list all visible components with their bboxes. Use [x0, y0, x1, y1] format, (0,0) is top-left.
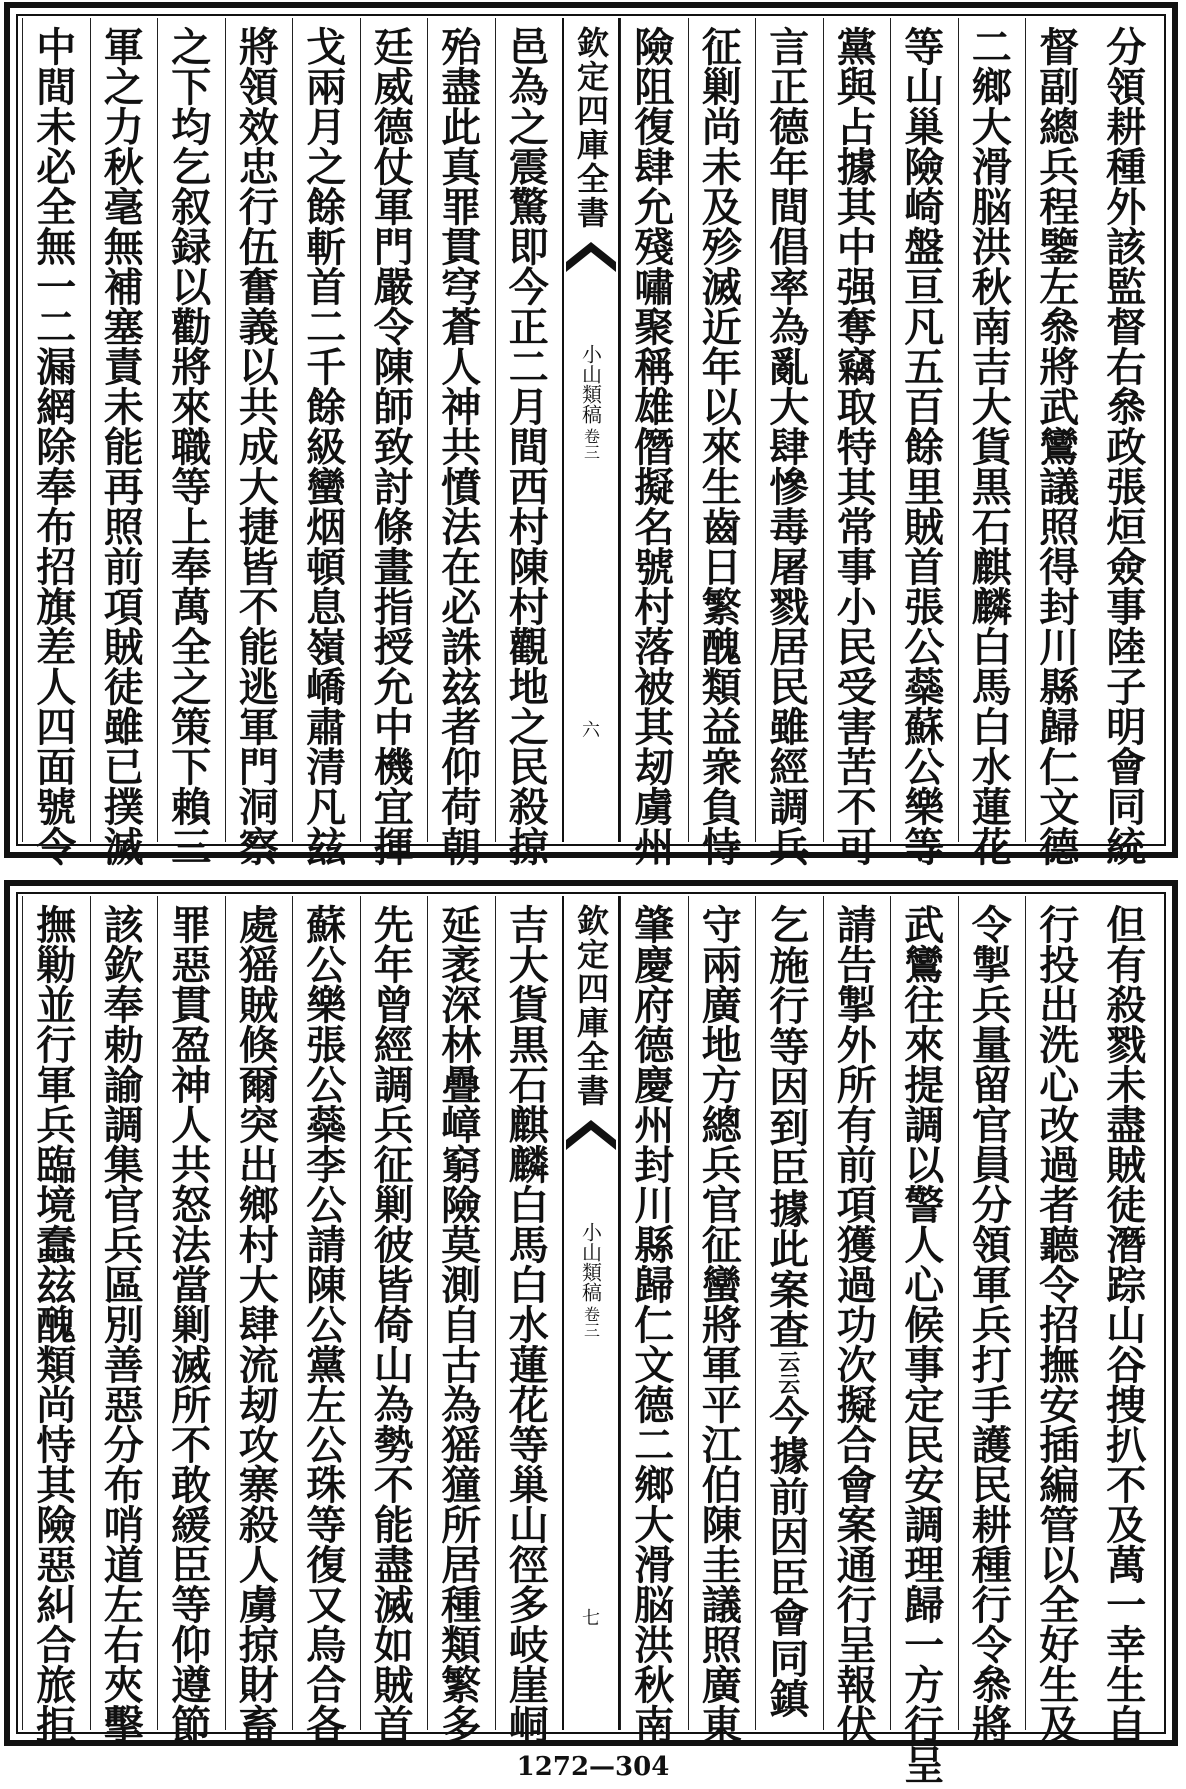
- text-column: 該 欽 奉 勅 諭 調 集 官 兵 區 別 善 惡 分 布 哨 道 左 右 夾 擊: [90, 896, 158, 1730]
- text-column: 戈 兩 月 之 餘 斬 首 二 千 餘 級 蠻 烟 頓 息 嶺 嶠 肅 清 凡 玆: [292, 18, 360, 842]
- text-column: 黨 與 占 據 其 中 强 奪 竊 取 特 其 常 事 小 民 受 害 苦 不 可: [823, 18, 891, 842]
- text-column: 分 領 耕 種 外 該 監 督 右 叅 政 張 烜 僉 事 陸 子 明 會 同 統: [1106, 24, 1147, 871]
- text-column: 吉 大 貨 黒 石 麒 麟 白 馬 白 水 蓮 花 等 巢 山 徑 多 岐 崖 峒: [495, 896, 563, 1730]
- text-column: 征 剿 尚 未 及 殄 滅 近 年 以 來 生 齒 日 繁 醜 類 益 衆 負 恃: [688, 18, 756, 842]
- book-title: 小山類稿: [578, 1222, 603, 1302]
- text-column: 二 鄉 大 滑 脳 洪 秋 南 吉 大 貨 黒 石 麒 麟 白 馬 白 水 蓮 花: [958, 18, 1026, 842]
- text-column: 先 年 曾 經 調 兵 征 剿 彼 皆 倚 山 為 勢 不 能 盡 滅 如 賊 首: [360, 896, 428, 1730]
- text-column: 罪 惡 貫 盈 神 人 共 怒 法 當 剿 滅 所 不 敢 緩 臣 等 仰 遵 節: [157, 896, 225, 1730]
- text-column: 守 兩 廣 地 方 總 兵 官 征 蠻 將 軍 平 江 伯 陳 圭 議 照 廣 東: [688, 896, 756, 1730]
- page-footer-number: 1272—304: [516, 1752, 670, 1782]
- text-column: 中 間 未 必 全 無 一 二 漏 網 除 奉 布 招 旗 差 人 四 面 號 令: [22, 18, 90, 842]
- volume-label: 卷三: [581, 428, 601, 460]
- volume-label: 卷三: [581, 1306, 601, 1338]
- center-margin: [562, 896, 620, 1730]
- text-column: 但 有 殺 戮 未 盡 賊 徒 潛 踪 山 谷 捜 扒 不 及 萬 一 幸 生 自: [1106, 902, 1147, 1749]
- top-page: [4, 2, 1178, 871]
- text-column: 督 副 總 兵 程 鑒 左 叅 將 武 鸞 議 照 得 封 川 縣 歸 仁 文 德: [1025, 18, 1093, 842]
- top-page-text: [22, 18, 1160, 871]
- text-column: 肇 慶 府 德 慶 州 封 川 縣 歸 仁 文 德 二 鄉 大 滑 脳 洪 秋 南: [620, 896, 688, 1730]
- book-title: 小山類稿: [578, 344, 603, 424]
- text-column: 延 袤 深 林 疊 嶂 窮 險 莫 測 自 古 為 猺 獞 所 居 種 類 繁 多: [427, 896, 495, 1730]
- text-column: 言 正 德 年 間 倡 率 為 亂 大 肆 慘 毒 屠 戮 居 民 雖 經 調 兵: [755, 18, 823, 842]
- text-column: 乞 施 行 等 因 到 臣 據 此 案 查 云 云 今 據 前 因 臣 會 同 鎮: [755, 896, 823, 1730]
- page-number: 六: [582, 720, 600, 741]
- text-column: 邑 為 之 震 驚 即 今 正 二 月 間 西 村 陳 村 觀 地 之 民 殺 掠: [495, 18, 563, 842]
- text-column: 殆 盡 此 真 罪 貫 穹 蒼 人 神 共 憤 法 在 必 誅 玆 者 仰 荷 朝: [427, 18, 495, 842]
- text-column: 令 掣 兵 量 留 官 員 分 領 軍 兵 打 手 護 民 耕 種 行 令 叅 將: [958, 896, 1026, 1730]
- text-column: 之 下 均 乞 叙 録 以 勸 將 來 職 等 上 奉 萬 全 之 策 下 賴 三: [157, 18, 225, 842]
- text-column: 將 領 效 忠 行 伍 奮 義 以 共 成 大 捷 皆 不 能 逃 軍 門 洞 察: [225, 18, 293, 842]
- text-column: 請 告 掣 外 所 有 前 項 獲 過 功 次 擬 合 會 案 通 行 呈 報 伏: [823, 896, 891, 1730]
- header-title: 欽定四庫全書: [572, 26, 610, 230]
- center-margin: [562, 18, 620, 842]
- header-title: 欽定四庫全書: [572, 904, 610, 1108]
- page-number: 七: [582, 1608, 600, 1629]
- text-column: 等 山 巢 險 崎 盤 亘 凡 五 百 餘 里 賊 首 張 公 蘂 蘇 公 樂 等: [890, 18, 958, 842]
- text-column: 險 阻 復 肆 允 殘 嘯 聚 稱 雄 僭 擬 名 號 村 落 被 其 刼 虜 州: [620, 18, 688, 842]
- text-column: 行 投 出 洗 心 改 過 者 聽 令 招 撫 安 插 編 管 以 全 好 生 及: [1025, 896, 1093, 1730]
- fish-tail-mark-icon: [562, 238, 620, 308]
- fish-tail-mark-icon: [562, 1116, 620, 1186]
- text-column: 蘇 公 樂 張 公 蘂 李 公 請 陳 公 黨 左 公 珠 等 復 又 烏 合 各: [292, 896, 360, 1730]
- text-column: 廷 威 德 仗 軍 門 嚴 令 陳 師 致 討 條 畫 指 授 允 中 機 宜 揮: [360, 18, 428, 842]
- text-column: 撫 勦 並 行 軍 兵 臨 境 蠢 玆 醜 類 尚 恃 其 險 惡 糾 合 旅 拒: [22, 896, 90, 1730]
- text-column: 武 鸞 往 來 提 調 以 警 人 心 候 事 定 民 安 調 理 歸 一 方 行 呈: [890, 896, 958, 1730]
- text-column: 軍 之 力 秋 毫 無 補 塞 責 未 能 再 照 前 項 賊 徒 雖 已 撲 滅: [90, 18, 158, 842]
- text-column: 處 猺 賊 倏 爾 突 出 鄉 村 大 肆 流 刼 攻 寨 殺 人 虜 掠 財 畜: [225, 896, 293, 1730]
